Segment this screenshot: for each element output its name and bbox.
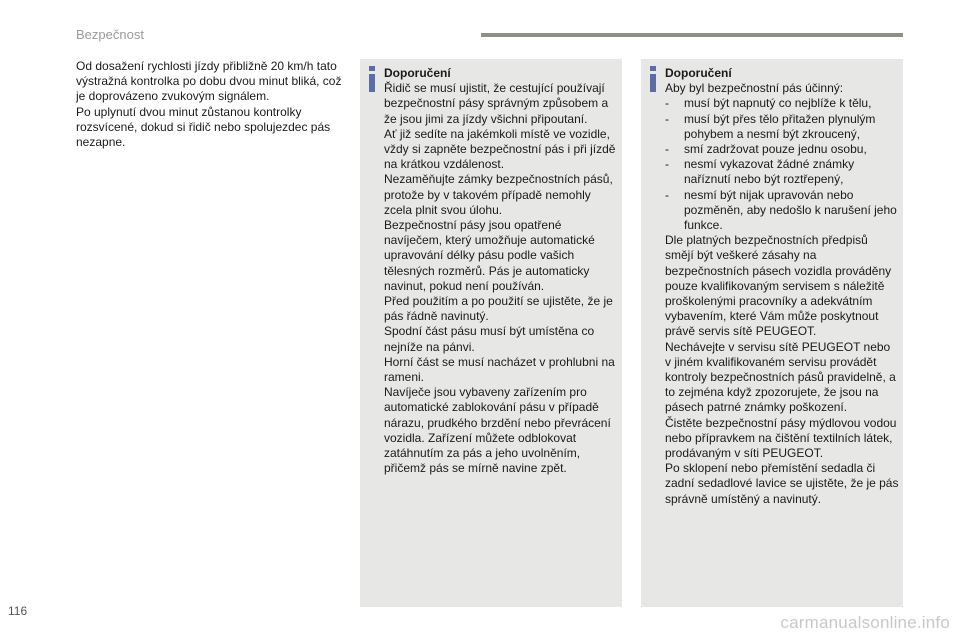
requirements-list	[665, 96, 899, 233]
recommendation-paragraph: Navíječe jsou vybaveny zařízením pro automatické zablokování pásu v případě nárazu, prudkého brzdění nebo převrácení vozidla. Zařízení můžete odblokovat zatáhnutím za pás a jeho uvolněním, přičemž pás se mírně navine zpět.	[384, 385, 611, 476]
recommendation-box-seat-belt-use	[360, 59, 622, 607]
recommendation-box-belt-effectiveness	[641, 59, 903, 607]
info-icon	[366, 66, 378, 92]
recommendation-paragraph: Řidič se musí ujistit, že cestující používají bezpečnostní pásy správným způsobem a že jsou jimi za jízdy všichni připoutaní.	[384, 81, 609, 126]
recommendation-text	[665, 66, 899, 507]
recommendation-title: Doporučení	[384, 66, 451, 80]
recommendation-paragraph: Před použitím a po použití se ujistěte, že je pás řádně navinutý.	[384, 294, 613, 324]
watermark: carmanualsonline.info	[780, 613, 950, 632]
recommendation-paragraph: Horní část se musí nacházet v prohlubni na rameni.	[384, 354, 615, 385]
recommendation-paragraph: Nezaměňujte zámky bezpečnostních pásů, protože by v takovém případě nemohly zcela plnit svou úlohu.	[384, 172, 613, 217]
list-item: - nesmí být nijak upravován nebo pozměněn, aby nedošlo k narušení jeho funkce.	[665, 187, 897, 233]
list-item: - musí být přes tělo přitažen plynulým pohybem a nesmí být zkroucený,	[665, 111, 876, 141]
recommendation-paragraph: Ať již sedíte na jakémkoli místě ve vozidle, vždy si zapněte bezpečnostní pás i při jízdě na krátkou vzdálenost.	[384, 126, 616, 172]
section-title: Bezpečnost	[76, 27, 144, 42]
recommendation-text	[384, 66, 618, 476]
recommendation-paragraph: Spodní část pásu musí být umístěna co nejníže na pánvi.	[384, 324, 595, 354]
intro-text	[76, 59, 348, 150]
info-icon	[647, 66, 659, 92]
recommendation-paragraph: Čistěte bezpečnostní pásy mýdlovou vodou nebo přípravkem na čištění textilních látek, prodávaným v síti PEUGEOT.	[665, 415, 897, 461]
recommendation-paragraph: Po sklopení nebo přemístění sedadla či zadní sedadlové lavice se ujistěte, že je pás správně umístěný a navinutý.	[665, 461, 899, 506]
list-item: - nesmí vykazovat žádné známky naříznutí nebo být roztřepený,	[665, 157, 855, 187]
intro-paragraph: Od dosažení rychlosti jízdy přibližně 20 km/h tato výstražná kontrolka po dobu dvou minut bliká, což je doprovázeno zvukovým signálem.	[76, 59, 342, 104]
intro-paragraph: Po uplynutí dvou minut zůstanou kontrolky rozsvícené, dokud si řidič nebo spolujezdec pás nezapne.	[76, 104, 331, 150]
recommendation-paragraph: Dle platných bezpečnostních předpisů smějí být veškeré zásahy na bezpečnostních pásech vozidla prováděny pouze kvalifikovaným servisem s náležitě proškolenými pracovníky a adekvátním vybavením, které Vám může poskytnout právě servis sítě PEUGEOT.	[665, 233, 892, 339]
recommendation-paragraph: Nechávejte v servisu sítě PEUGEOT nebo v jiném kvalifikovaném servisu provádět kontroly bezpečnostních pásů pravidelně, a to zejména když zpozorujete, že jsou na pásech patrné známky poškození.	[665, 339, 896, 415]
recommendation-title: Doporučení	[665, 66, 732, 80]
recommendation-paragraph: Bezpečnostní pásy jsou opatřené navíječem, který umožňuje automatické upravování délky pásu podle vašich tělesných rozměrů. Pás je automaticky navinut, pokud není používán.	[384, 218, 595, 293]
list-item: - musí být napnutý co nejblíže k tělu,	[665, 96, 872, 111]
page-number: 116	[8, 604, 28, 618]
header-rule	[481, 33, 903, 37]
list-item: - smí zadržovat pouze jednu osobu,	[665, 142, 867, 157]
recommendation-lead: Aby byl bezpečnostní pás účinný:	[665, 81, 844, 96]
